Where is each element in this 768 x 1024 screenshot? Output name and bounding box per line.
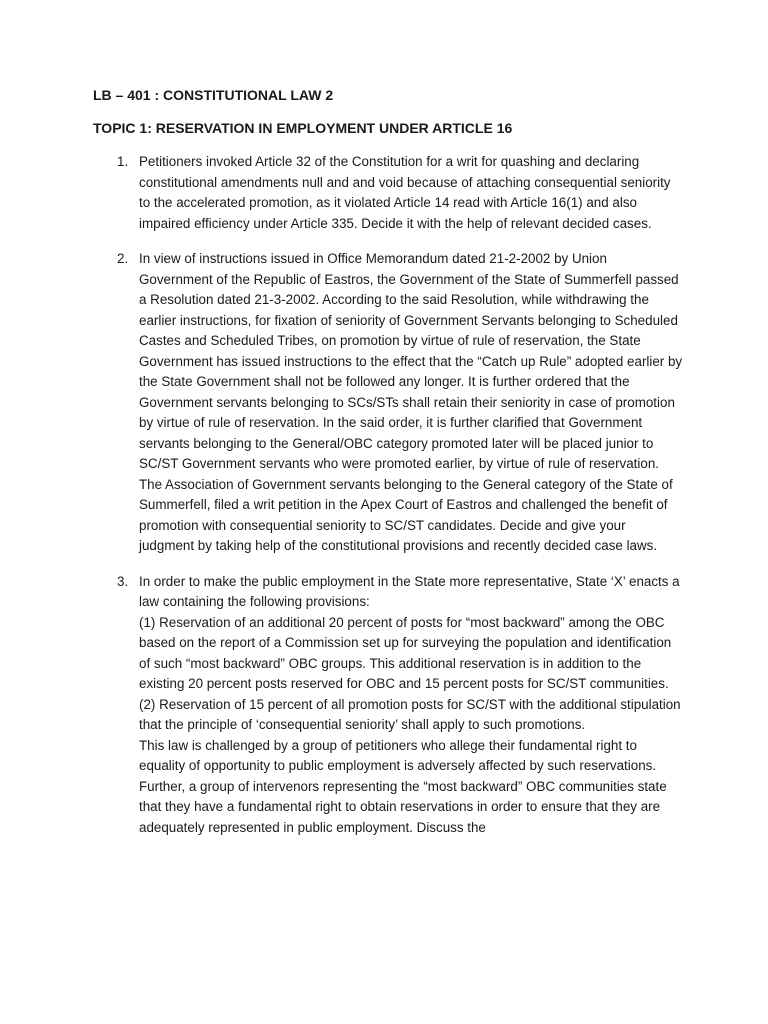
- question-list: [93, 152, 683, 853]
- course-title: LB – 401 : CONSTITUTIONAL LAW 2: [93, 87, 334, 103]
- question-2: [93, 249, 683, 557]
- question-paragraph: Petitioners invoked Article 32 of the Constitution for a writ for quashing and declaring constitutional amendments null and and void because of attaching consequential seniority to the accelerated promotion, as it violated Article 14 read with Article 16(1) and also impaired efficiency under Article 335. Decide it with the help of relevant decided cases.: [139, 154, 671, 231]
- question-paragraph: This law is challenged by a group of petitioners who allege their fundamental right to equality of opportunity to public employment is adversely affected by such reservations. Further, a group of intervenors representing the “most backward” OBC communities state that they have a fundamental right to obtain reservations in order to ensure that they are adequately represented in public employment. Discuss the: [139, 737, 667, 835]
- question-paragraph: In view of instructions issued in Office Memorandum dated 21-2-2002 by Union Government of the Republic of Eastros, the Government of the State of Summerfell passed a Resolution dated 21-3-2002. According to the said Resolution, while withdrawing the earlier instructions, for fixation of seniority of Government Servants belonging to Scheduled Castes and Scheduled Tribes, on promotion by virtue of rule of reservation, the State Government has issued instructions to the effect that the “Catch up Rule” adopted earlier by the State Government shall not be followed any longer. It is further ordered that the Government servants belonging to SCs/STs shall retain their seniority in case of promotion by virtue of rule of reservation. In the said order, it is further clarified that Government servants belonging to the General/OBC category promoted later will be placed junior to SC/ST Government servants who were promoted earlier, by virtue of rule of reservation. The Association of Government servants belonging to the General category of the State of Summerfell, filed a writ petition in the Apex Court of Eastros and challenged the benefit of promotion with consequential seniority to SC/ST candidates. Decide and give your judgment by taking help of the constitutional provisions and recently decided case laws.: [139, 251, 683, 553]
- question-paragraph: (2) Reservation of 15 percent of all promotion posts for SC/ST with the additional stipulation that the principle of ‘consequential seniority’ shall apply to such promotions.: [139, 696, 681, 732]
- question-number: 1.: [117, 154, 129, 169]
- question-body: [139, 249, 683, 557]
- question-1: [93, 152, 683, 234]
- question-number: 3.: [117, 573, 129, 589]
- question-number: 2.: [117, 251, 129, 266]
- question-3: [93, 572, 683, 839]
- question-paragraph: In order to make the public employment in the State more representative, State ‘X’ enacts a law containing the following provisions:: [139, 573, 680, 609]
- topic-title: TOPIC 1: RESERVATION IN EMPLOYMENT UNDER ARTICLE 16: [93, 120, 513, 136]
- question-body: [139, 572, 683, 839]
- question-body: [139, 152, 683, 234]
- question-paragraph: (1) Reservation of an additional 20 percent of posts for “most backward” among the OBC based on the report of a Commission set up for surveying the population and identification of such “most backward” OBC groups. This additional reservation is in addition to the existing 20 percent posts reserved for OBC and 15 percent posts for SC/ST communities.: [139, 614, 672, 691]
